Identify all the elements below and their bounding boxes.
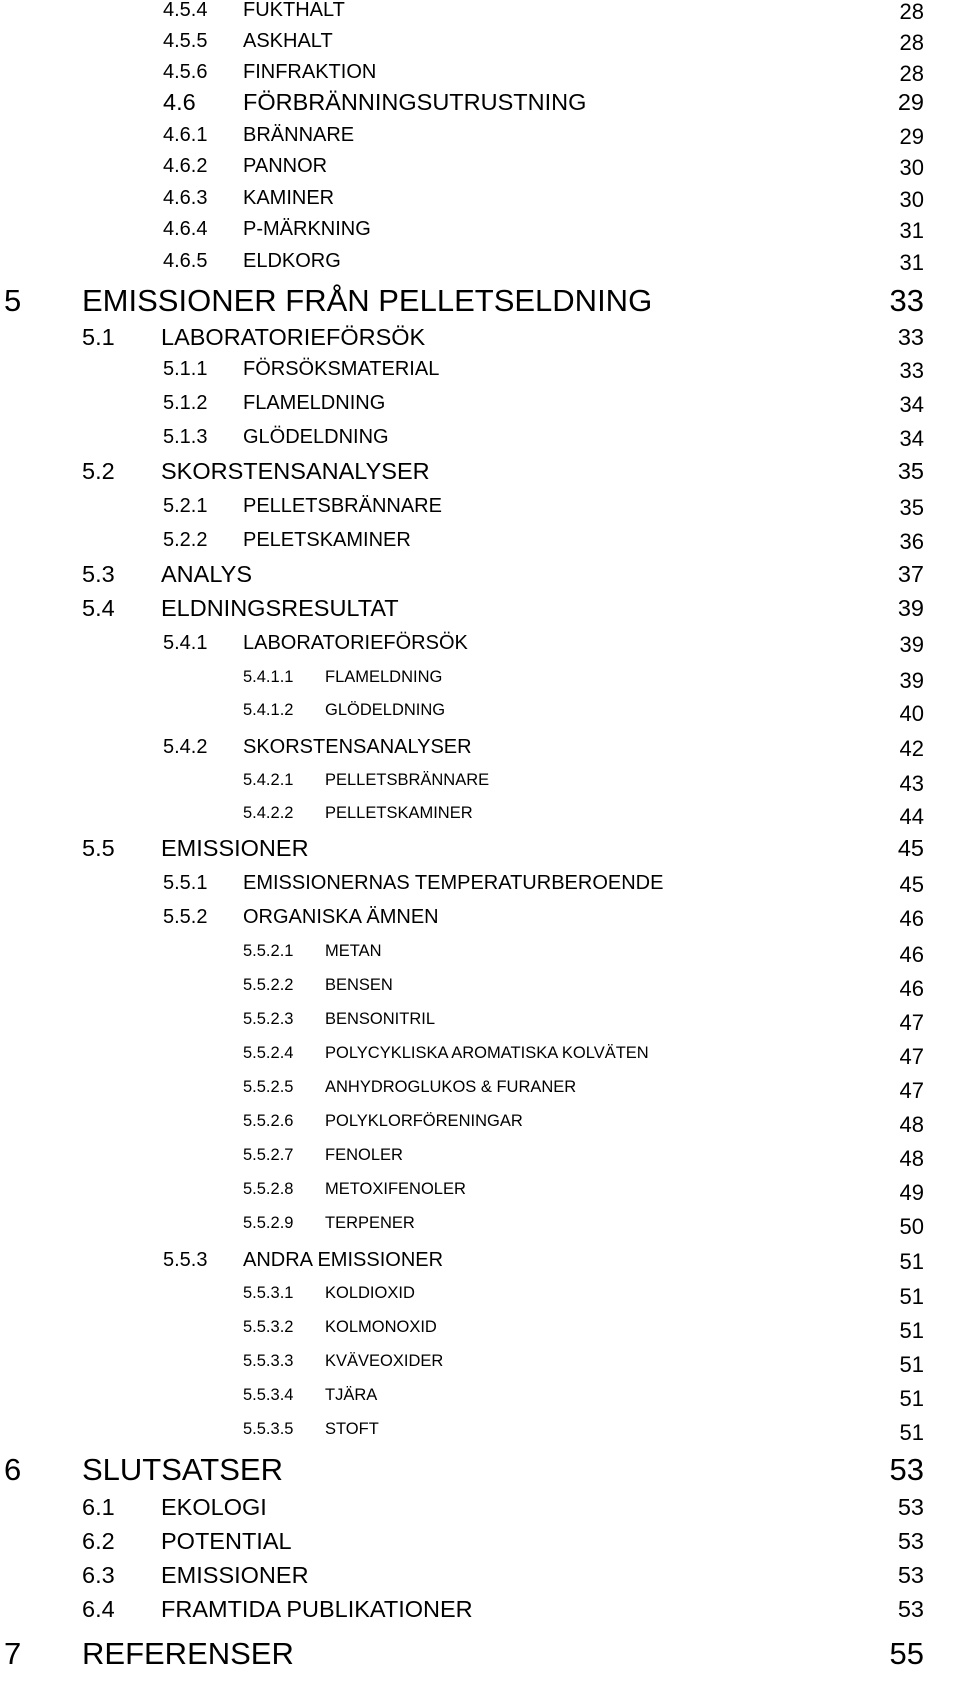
toc-page-number: 49 bbox=[899, 1180, 924, 1205]
toc-title: FRAMTIDA PUBLIKATIONER bbox=[161, 1596, 473, 1622]
toc-number: 6 bbox=[4, 1452, 22, 1487]
toc-page-number: 28 bbox=[899, 61, 924, 86]
toc-page-number: 28 bbox=[899, 30, 924, 55]
toc-title: PELLETSBRÄNNARE bbox=[243, 495, 442, 517]
toc-page-number: 35 bbox=[897, 458, 924, 484]
toc-page-number: 48 bbox=[899, 1146, 924, 1171]
toc-number: 5.5.3.5 bbox=[243, 1420, 294, 1438]
toc-number: 5.4.2.2 bbox=[243, 804, 294, 822]
toc-number: 5.5.2.9 bbox=[243, 1214, 294, 1232]
toc-page-number: 43 bbox=[899, 771, 924, 796]
toc-number: 4.5.5 bbox=[163, 30, 208, 52]
toc-title: KOLDIOXID bbox=[325, 1284, 415, 1302]
toc-title: POLYKLORFÖRENINGAR bbox=[325, 1112, 523, 1130]
toc-title: ELDKORG bbox=[243, 250, 341, 272]
toc-page-number: 29 bbox=[897, 89, 924, 115]
toc-page-number: 51 bbox=[899, 1352, 924, 1377]
toc-title: METOXIFENOLER bbox=[325, 1180, 466, 1198]
toc-page-number: 34 bbox=[899, 426, 924, 451]
toc-number: 4.6.3 bbox=[163, 187, 208, 209]
toc-page-number: 47 bbox=[899, 1044, 924, 1069]
toc-page-number: 51 bbox=[899, 1386, 924, 1411]
toc-number: 5.5.1 bbox=[163, 872, 208, 894]
toc-page-number: 50 bbox=[899, 1214, 924, 1239]
toc-number: 5.5.2.7 bbox=[243, 1146, 294, 1164]
toc-page-number: 28 bbox=[899, 0, 924, 24]
toc-title: FLAMELDNING bbox=[325, 668, 443, 686]
toc-number: 4.6.1 bbox=[163, 124, 208, 146]
toc-title: POLYCYKLISKA AROMATISKA KOLVÄTEN bbox=[325, 1044, 649, 1062]
toc-page-number: 34 bbox=[899, 392, 924, 417]
toc-number: 5.5.2.4 bbox=[243, 1044, 294, 1062]
toc-number: 5.4.2 bbox=[163, 736, 208, 758]
toc-number: 5.4.1.2 bbox=[243, 701, 294, 719]
toc-number: 5.1.2 bbox=[163, 392, 208, 414]
toc-number: 5.2 bbox=[82, 458, 115, 484]
toc-number: 4.5.6 bbox=[163, 61, 208, 83]
toc-number: 5.5.2.3 bbox=[243, 1010, 294, 1028]
toc-number: 5.5.3.1 bbox=[243, 1284, 294, 1302]
toc-number: 5.5.2.6 bbox=[243, 1112, 294, 1130]
toc-title: BENSEN bbox=[325, 976, 393, 994]
toc-page-number: 40 bbox=[899, 701, 924, 726]
toc-page-number: 53 bbox=[897, 1562, 924, 1588]
toc-title: EMISSIONER bbox=[161, 835, 309, 861]
toc-page-number: 33 bbox=[897, 324, 924, 350]
toc-title: TJÄRA bbox=[325, 1386, 378, 1404]
toc-page-number: 33 bbox=[889, 283, 924, 318]
toc-number: 6.3 bbox=[82, 1562, 115, 1588]
toc-page-number: 46 bbox=[899, 906, 924, 931]
toc-title: P-MÄRKNING bbox=[243, 218, 371, 240]
toc-title: KAMINER bbox=[243, 187, 335, 209]
toc-number: 5.5.2 bbox=[163, 906, 208, 928]
toc-title: ASKHALT bbox=[243, 30, 333, 52]
toc-title: BENSONITRIL bbox=[325, 1010, 436, 1028]
toc-page-number: 46 bbox=[899, 942, 924, 967]
toc-number: 6.1 bbox=[82, 1494, 115, 1520]
toc-title: PELLETSBRÄNNARE bbox=[325, 771, 490, 789]
toc-title: ANDRA EMISSIONER bbox=[243, 1249, 444, 1271]
toc-title: EMISSIONERNAS TEMPERATURBEROENDE bbox=[243, 872, 664, 894]
toc-title: PANNOR bbox=[243, 155, 328, 177]
toc-number: 4.6.4 bbox=[163, 218, 208, 240]
toc-title: FÖRBRÄNNINGSUTRUSTNING bbox=[243, 89, 587, 115]
toc-number: 5.5.2.2 bbox=[243, 976, 294, 994]
toc-number: 5.5 bbox=[82, 835, 115, 861]
toc-number: 4.5.4 bbox=[163, 0, 208, 21]
toc-page-number: 53 bbox=[897, 1494, 924, 1520]
toc-page-number: 47 bbox=[899, 1078, 924, 1103]
toc-title: ELDNINGSRESULTAT bbox=[161, 595, 399, 621]
toc-page-number: 36 bbox=[899, 529, 924, 554]
toc-number: 5.4.1.1 bbox=[243, 668, 294, 686]
toc-page-number: 48 bbox=[899, 1112, 924, 1137]
toc-title: FENOLER bbox=[325, 1146, 403, 1164]
toc-title: EKOLOGI bbox=[161, 1494, 267, 1520]
toc-page-number: 51 bbox=[899, 1420, 924, 1445]
toc-title: SKORSTENSANALYSER bbox=[161, 458, 430, 484]
toc-title: STOFT bbox=[325, 1420, 379, 1438]
toc-number: 6.2 bbox=[82, 1528, 115, 1554]
toc-page-number: 51 bbox=[899, 1318, 924, 1343]
toc-title: EMISSIONER bbox=[161, 1562, 309, 1588]
toc-number: 5.4.1 bbox=[163, 632, 208, 654]
toc-page-number: 45 bbox=[897, 835, 924, 861]
toc-page-number: 46 bbox=[899, 976, 924, 1001]
toc-title: METAN bbox=[325, 942, 382, 960]
toc-page-number: 30 bbox=[899, 187, 924, 212]
toc-title: POTENTIAL bbox=[161, 1528, 292, 1554]
toc-number: 5.2.2 bbox=[163, 529, 208, 551]
toc-number: 5.5.2.8 bbox=[243, 1180, 294, 1198]
toc-number: 5.1 bbox=[82, 324, 115, 350]
toc-title: GLÖDELDNING bbox=[243, 426, 389, 448]
toc-title: KOLMONOXID bbox=[325, 1318, 437, 1336]
toc-title: FUKTHALT bbox=[243, 0, 345, 21]
toc-title: TERPENER bbox=[325, 1214, 415, 1232]
toc-page-number: 39 bbox=[899, 668, 924, 693]
toc-number: 5.5.2.5 bbox=[243, 1078, 294, 1096]
toc-page-number: 33 bbox=[899, 358, 924, 383]
toc-page-number: 51 bbox=[899, 1284, 924, 1309]
toc-title: SLUTSATSER bbox=[82, 1452, 283, 1487]
toc-page-number: 53 bbox=[889, 1452, 924, 1487]
toc-number: 5.2.1 bbox=[163, 495, 208, 517]
toc-title: BRÄNNARE bbox=[243, 124, 355, 146]
toc-number: 7 bbox=[4, 1636, 22, 1671]
toc-number: 5 bbox=[4, 283, 22, 318]
toc-title: LABORATORIEFÖRSÖK bbox=[243, 632, 468, 654]
toc-title: FINFRAKTION bbox=[243, 61, 377, 83]
toc-page-number: 31 bbox=[899, 218, 924, 243]
toc-title: GLÖDELDNING bbox=[325, 701, 446, 719]
toc-title: FLAMELDNING bbox=[243, 392, 386, 414]
toc-title: PELLETSKAMINER bbox=[325, 804, 473, 822]
toc-page-number: 35 bbox=[899, 495, 924, 520]
toc-title: KVÄVEOXIDER bbox=[325, 1352, 444, 1370]
toc-page-number: 39 bbox=[899, 632, 924, 657]
toc-number: 5.4 bbox=[82, 595, 115, 621]
toc-title: FÖRSÖKSMATERIAL bbox=[243, 358, 440, 380]
toc-page-number: 31 bbox=[899, 250, 924, 275]
toc-number: 5.3 bbox=[82, 561, 115, 587]
toc-number: 4.6.5 bbox=[163, 250, 208, 272]
toc-title: ANALYS bbox=[161, 561, 252, 587]
toc-number: 5.5.2.1 bbox=[243, 942, 294, 960]
toc-number: 5.5.3.4 bbox=[243, 1386, 294, 1404]
toc-title: EMISSIONER FRÅN PELLETSELDNING bbox=[82, 283, 653, 318]
toc-number: 4.6.2 bbox=[163, 155, 208, 177]
toc-page-number: 53 bbox=[897, 1528, 924, 1554]
toc-title: PELETSKAMINER bbox=[243, 529, 411, 551]
toc-page-number: 45 bbox=[899, 872, 924, 897]
toc-number: 6.4 bbox=[82, 1596, 115, 1622]
toc-page-number: 39 bbox=[897, 595, 924, 621]
toc-page-number: 42 bbox=[899, 736, 924, 761]
toc-title: ORGANISKA ÄMNEN bbox=[243, 906, 439, 928]
toc-number: 5.1.1 bbox=[163, 358, 208, 380]
toc-title: ANHYDROGLUKOS & FURANER bbox=[325, 1078, 577, 1096]
toc-number: 5.5.3.3 bbox=[243, 1352, 294, 1370]
toc-page-number: 29 bbox=[899, 124, 924, 149]
toc-number: 5.5.3 bbox=[163, 1249, 208, 1271]
toc-page-number: 44 bbox=[899, 804, 924, 829]
toc-title: SKORSTENSANALYSER bbox=[243, 736, 472, 758]
toc-page-number: 37 bbox=[897, 561, 924, 587]
toc-page-number: 47 bbox=[899, 1010, 924, 1035]
toc-number: 5.1.3 bbox=[163, 426, 208, 448]
toc-number: 5.4.2.1 bbox=[243, 771, 294, 789]
toc-title: REFERENSER bbox=[82, 1636, 294, 1671]
toc-title: LABORATORIEFÖRSÖK bbox=[161, 324, 426, 350]
toc-page-number: 53 bbox=[897, 1596, 924, 1622]
toc-number: 4.6 bbox=[163, 89, 196, 115]
toc-page-number: 51 bbox=[899, 1249, 924, 1274]
toc-number: 5.5.3.2 bbox=[243, 1318, 294, 1336]
toc-page-number: 55 bbox=[889, 1636, 924, 1671]
toc-page-number: 30 bbox=[899, 155, 924, 180]
